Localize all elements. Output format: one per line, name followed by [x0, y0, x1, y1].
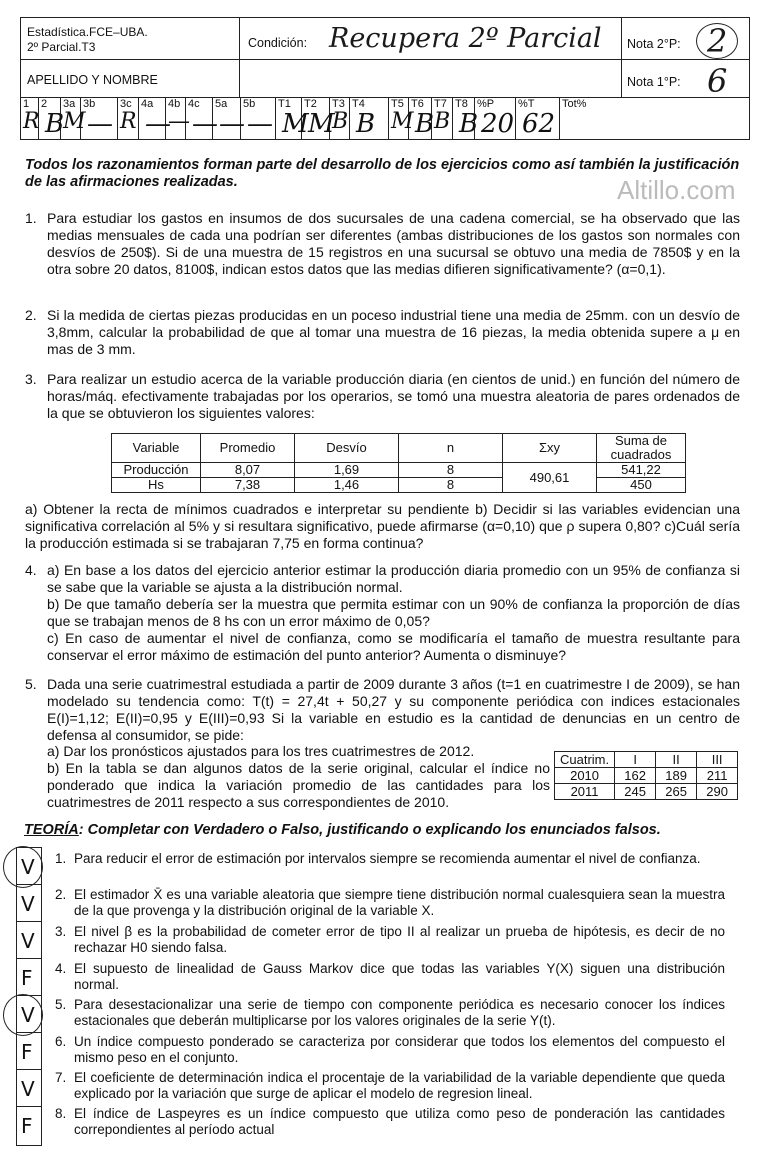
answer-cell: [409, 97, 435, 139]
answer-cell-grade: —: [87, 109, 113, 139]
regression-data-table: [111, 433, 686, 493]
answer-cell-grade: M: [63, 109, 86, 134]
answer-cell: [475, 97, 516, 139]
answer-cell: [21, 97, 39, 139]
answer-cell-label: %P: [477, 98, 495, 110]
statement-text: El estimador X̄ es una variable aleatoria que siempre tiene distribución normal cualesquiera sean la muestra de la que provenga y la distribución original de la variable X.: [74, 887, 725, 918]
statement-number: 2.: [55, 887, 67, 902]
answer-cell-grade: M: [308, 109, 335, 139]
answer-cell: [166, 97, 190, 139]
exam-name: 2º Parcial.T3: [27, 40, 96, 54]
tf-answer-box: [17, 885, 41, 922]
answer-cell-label: 3c: [120, 98, 132, 110]
answer-cell-grade: —: [168, 109, 190, 134]
answer-cell-grade: R: [120, 109, 137, 134]
answer-cell: [186, 97, 218, 139]
answer-cell-label: 5b: [243, 98, 256, 110]
answer-cell-label: T7: [434, 98, 447, 110]
answer-cell: [213, 97, 245, 139]
answer-cell-grade: B: [459, 109, 479, 139]
answer-cell-label: Tot%: [562, 98, 587, 110]
answer-cell: [39, 97, 65, 139]
answer-cell-grade: M: [282, 109, 309, 139]
tf-mark: F: [21, 1040, 33, 1064]
answer-cell-grade: 20: [481, 109, 515, 139]
tf-mark: V: [21, 1077, 35, 1101]
statement-number: 6.: [55, 1034, 67, 1049]
answer-cell-grade: —: [192, 109, 218, 139]
answer-cell-label: T4: [352, 98, 365, 110]
exam-header: [20, 17, 750, 140]
answer-grid: [21, 97, 749, 139]
statement-text: Para reducir el error de estimación por intervalos siempre se recomienda aumentar el nivel de confianza.: [74, 851, 701, 866]
statement-number: 4.: [55, 961, 67, 976]
answer-cell-label: T6: [411, 98, 424, 110]
instructions: Todos los razonamientos forman parte del desarrollo de los ejercicios como así también la justificación de las afirmaciones realizadas.: [25, 157, 740, 190]
answer-cell-label: T8: [455, 98, 468, 110]
tf-mark: F: [21, 966, 33, 990]
tf-answer-box: [17, 922, 41, 959]
answer-cell-grade: —: [219, 109, 245, 139]
answer-cell: [241, 97, 276, 139]
statement-text: El supuesto de linealidad de Gauss Markov dice que todas las variables Y(X) siguen una distribución normal.: [74, 961, 725, 992]
course-name: Estadística.FCE–UBA.: [27, 25, 148, 39]
answer-cell-grade: B: [332, 109, 349, 134]
answer-cell: [118, 97, 139, 139]
table-row: Hs 7,38 1,46 8 450: [112, 478, 686, 493]
statement-number: 1.: [55, 851, 67, 866]
tf-mark: V: [21, 1003, 35, 1027]
theory-heading: TEORÍA: Completar con Verdadero o Falso, justificando o explicando los enunciados falsos.: [24, 822, 661, 838]
answer-cell-label: T3: [332, 98, 345, 110]
name-label: APELLIDO Y NOMBRE: [27, 73, 158, 87]
answer-cell: [560, 97, 610, 139]
nota2-label: Nota 2°P:: [627, 37, 681, 51]
answer-cell-grade: —: [247, 109, 273, 139]
series-data-table: [554, 751, 738, 800]
answer-cell-grade: 62: [522, 109, 556, 139]
answer-cell-label: T1: [278, 98, 291, 110]
statement-text: Para desestacionalizar una serie de tiempo con componente periódica es necesario conocer los índices estacionales que deberán multiplicarse por los valores originales de la serie Y(t).: [74, 997, 725, 1028]
table-header-row: Variable Promedio Desvío n Σxy Suma de cuadrados: [112, 434, 686, 463]
answer-cell-label: %T: [518, 98, 535, 110]
table-row: 2011 245 265 290: [555, 784, 738, 800]
answer-cell-grade: B: [434, 109, 451, 134]
answer-cell: [276, 97, 309, 139]
tf-answer-box: [17, 1070, 41, 1107]
mark-circle: [3, 994, 43, 1036]
condition-value: Recupera 2º Parcial: [329, 23, 602, 54]
answer-cell-label: 1: [23, 98, 30, 110]
answer-cell: [350, 97, 389, 139]
answer-cell-label: T2: [304, 98, 317, 110]
answer-cell-label: 2: [41, 98, 48, 110]
statement-text: El índice de Laspeyres es un índice compuesto que utiliza como peso de ponderación las cantidades correpondientes al período actual: [74, 1106, 725, 1137]
answer-cell-label: 4a: [141, 98, 154, 110]
statement-text: Un índice compuesto ponderado se caracteriza por considerar que todos los elementos del compuesto el mismo peso en el conjunto.: [74, 1034, 725, 1065]
nota1-value: 6: [707, 62, 728, 100]
table-row: 2010 162 189 211: [555, 768, 738, 784]
answer-cell-grade: —: [145, 109, 171, 139]
answer-cell-label: 5a: [215, 98, 228, 110]
nota2-value: 2: [707, 22, 728, 60]
answer-cell-grade: B: [356, 109, 376, 139]
answer-cell: [516, 97, 560, 139]
answer-cell-label: 4c: [188, 98, 200, 110]
watermark: Altillo.com: [617, 175, 736, 205]
answer-cell: [453, 97, 479, 139]
statement-number: 3.: [55, 924, 67, 939]
answer-cell-label: 3b: [83, 98, 96, 110]
statement-number: 5.: [55, 997, 67, 1012]
answer-cell-grade: M: [391, 109, 414, 134]
statement-text: El nivel β es la probabilidad de cometer error de tipo II al realizar un prueba de hipótesis, es decir de no rechazar H0 siendo falsa.: [74, 924, 725, 955]
answer-cell-label: 4b: [168, 98, 181, 110]
answer-cell: [81, 97, 118, 139]
answer-cell: [61, 97, 86, 139]
tf-mark: F: [21, 1114, 33, 1138]
tf-answer-box: [17, 1033, 41, 1070]
table-header-row: Cuatrim. I II III: [555, 752, 738, 768]
statement-number: 7.: [55, 1070, 67, 1085]
tf-answer-box: [17, 959, 41, 996]
answer-cell: [139, 97, 171, 139]
answer-cell-grade: R: [23, 109, 40, 134]
nota1-label: Nota 1°P:: [627, 75, 681, 89]
answer-cell: [432, 97, 453, 139]
tf-mark: V: [21, 892, 35, 916]
answer-cell-label: 3a: [63, 98, 76, 110]
answer-cell-label: T5: [391, 98, 404, 110]
answer-cell: [389, 97, 414, 139]
tf-mark: V: [21, 929, 35, 953]
answer-cell: [302, 97, 335, 139]
condition-label: Condición:: [248, 36, 308, 50]
answer-cell-grade: B: [45, 109, 65, 139]
tf-answer-box: [17, 1107, 41, 1144]
answer-cell-grade: B: [415, 109, 435, 139]
mark-circle: [3, 846, 43, 888]
statement-number: 8.: [55, 1106, 67, 1121]
table-row: Producción 8,07 1,69 8 490,61 541,22: [112, 463, 686, 478]
statement-text: El coeficiente de determinación indica el procentaje de la variabilidad de la variable dependiente que queda explicado por la variación que surge de aplicar el modelo de regresion lineal.: [74, 1070, 725, 1101]
answer-cell: [330, 97, 350, 139]
tf-mark: V: [21, 855, 35, 879]
